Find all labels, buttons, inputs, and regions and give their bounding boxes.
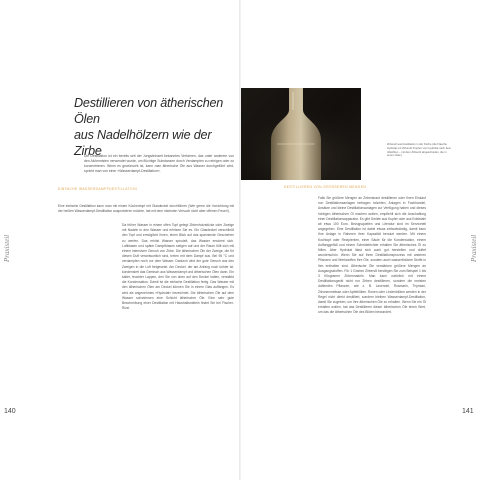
page-runner-left: Praxisteil [3,234,11,262]
section-heading-larger-quantities: DESTILLIEREN VON GRÖSSEREN MENGEN [284,185,367,189]
chapter-title [74,95,239,159]
photo-caption: Zirbenöl aus Destillation in der Küche (die Flasche Hydrolat mit Zirbenöl-Tropfen vom Hydrolat nach dem Abkühlen – mit dem Zirbenöl abgeschieden, die in einem Glas.) [387,143,451,158]
chapter-title-line-2: aus Nadelhölzern wie der Zirbe [74,128,212,158]
page-number-left: 140 [4,408,16,415]
body-paragraph-right: Falls Sie größere Mengen an Zirbenkraut destillieren oder Ihren Einkauf von Destillationsanlagen befragen möchten, Anlagen in Fachhandel, Ansätze und kleine Destillationsanlagen zur Verfügung haben und dieses richtigen ätherischen Öl machen wollen, empfiehlt sich die Anschaffung einer Destillationsapparatur. Es gibt Geräte aus Kupfer oder aus Edelstahl ab etwa 100 Euro. Bezugsquellen und Literatur sind im Serviceteil angegeben. Eine Destillation ist dabei etwas zeitaufwändig, damit kann Ihre Anlage in Rahmen ihrer Kapazität benutzt werden. Mit einem Kochtopf oder Rezipienten, einer Säule für die Kondensation, einem Auffanggefäß und einem Scheidetrichter erhalten Sie ätherisches Öl zu füllen. Aber Hydrolat lässt sich auch gut herstellen und duftet wunderschön. Wenn Sie auf Ihren Destillationsprozess mit anderen Pflanzen und Werkstoffen Ihre Öle, sondern auch wasserlösliche Stoffe in ihm enthalten sind. Ätherische Öle verstärken größere Mengen an Ausgangsstoffen. Für 1 Gramm Zirbenöl benötigen Sie zum Beispiel 1 bis 3 Kilogramm Zirbennadeln. Man kann natürlich mit einem Destillationsgerät nicht nur Zirben destillieren, sondern die meisten duftenden Pflanzen, wie z. B. Lavendel, Rosmarin, Thymian, Zitronenmelisse oder Apfelblüten. Rosen oder Lindenblüten werden in der Regel nicht direkt destilliert, sondern bleiben Wasserdampf-Destillation, damit Sie zugeben, um ihre ätherischen Öle zu erhalten. Wenn Sie ein Öl erhalten wollen, hat das Destillieren dieser ätherischen Öle einen Wert, um das die ätherischen Öle des Blüten bewundert. [318,196,426,315]
body-paragraph-1: Eine einfache Destillation kann man mit einem Küchentopf mit Glasdeckel durchführen (Wer gerne die Vorrichtung mit der heißen Wasserdampf-Destillation ausprobieren möchte, hat mit dem nächsten Versuch nicht aber offenen Feuer!). [58,204,234,214]
page-number-right: 141 [462,408,474,415]
right-page [240,0,480,480]
intro-paragraph: Die Destillation ist ein bereits seit der Jungsteinzeit bekanntes Verfahren, das unter anderem von den Alchemisten verwendet wurde, um flüchtige Substanzen durch Verdampfen zu reinigen oder zu konzentrieren. Wenn es gewünscht ist, kann man ätherische Öle aus Wasser durchgeführt wird, spricht man von einer »Wasserdampf-Destillation«. [84,154,234,173]
oil-bottle-photo [241,88,361,180]
chapter-title-line-1: Destillieren von ätherischen Ölen [74,96,224,126]
body-paragraph-2: Da früher Wasser in einem offen Topf gelegt Zirbenholzstücke oder Zweige mit Nadeln in den Wasser und erhitzen Sie es. Ein Glasdeckel verschließt den Topf und ermöglicht Ihnen, einen Blick auf das spannende Geschehen zu werfen. Das erhitzt Wasser sprudelt, das Wasser erwärmt sich. Luftblasen und später Dampfblasen steigen auf und der Raum füllt sich mit einem intensiven Geruch von Zirbe. Die ätherischen Öle der Zweige, die für diesen Duft verantwortlich sind, treten mit dem Dampf aus. Bei 95 °C und verdampfen noch vor dem Wasser. Dadurch wird der gute Geruch aus den Zweigen in die Luft freigesetzt. Am Deckel, der am Anfang noch kühler ist, kondensiert das Gemisch aus Wasserdampf und ätherischen Ölen dann. Ein kalter, feuchter Lappen, den Sie von oben auf den Deckel halten, verstärkt die Kondensation. Damit ist die einfache Destillation fertig. Das Wasser mit den ätherischen Ölen am Deckel können Sie in einem Glas auffangen. Es wird als angenehmes »Hydrolat« bezeichnet. Die ätherischen Öle auf dem Wasser schwimmen eine Schicht ätherischer Öle. Eine sehr gute Beschreibung einer Destillation mit Haushaltsmitteln findet Sie bei Fischer-Rizzi. [122,223,234,311]
bottle-icon [241,88,361,180]
section-heading-simple-distillation: EINFACHE WASSERDAMPFDESTILLATION [58,187,138,191]
page-runner-right: Praxisteil [470,234,478,262]
